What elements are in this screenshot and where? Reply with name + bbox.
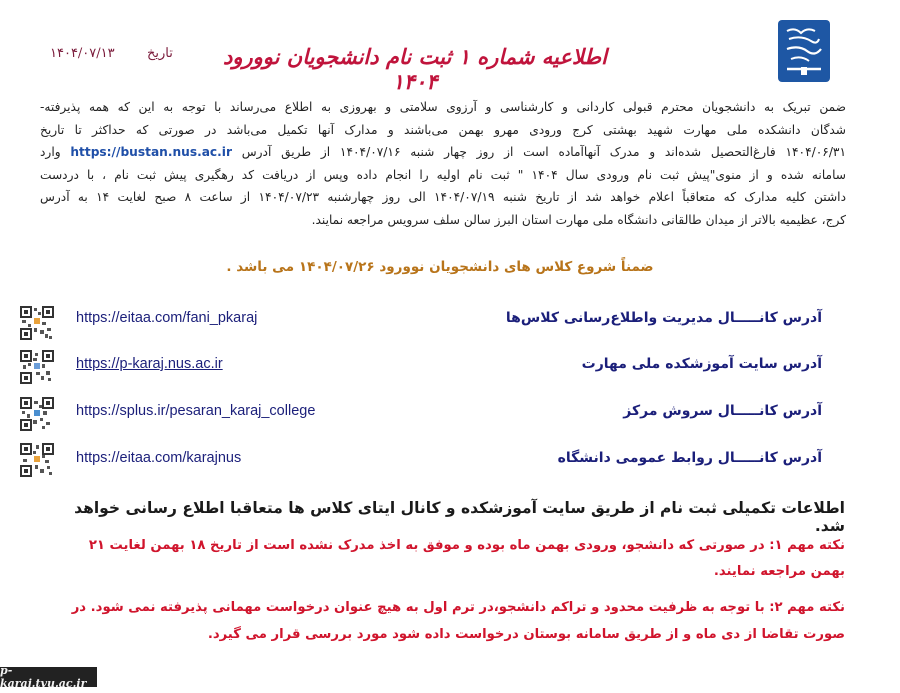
address-label: آدرس سایت آموزشکده ملی مهارت bbox=[581, 356, 822, 372]
address-label: آدرس کانـــــال سروش مرکز bbox=[623, 403, 822, 419]
body-line-text: ۱۴۰۴/۰۶/۳۱ فارغ‌التحصیل شده‌اند و مدرک آنهاآماده است از روز چهار شنبه ۱۴۰۴/۰۷/۱۶ از طریق آدرس bbox=[241, 145, 846, 159]
important-note-2: نکته مهم ۲: با توجه به ظرفیت محدود و تراکم دانشجو،در ترم اول به هیچ عنوان درخواست مهمانی پذیرفته نمی شود. در صورت تقاضا از دی ماه و از طریق سامانه بوستان درخواست داده شود مورد بررسی قرار می گیرد. bbox=[71, 600, 845, 642]
date-label: تاریخ bbox=[147, 46, 173, 61]
logo-emblem-icon bbox=[781, 23, 827, 79]
body-line: سامانه شده و از منوی"پیش ثبت نام ورودی سال ۱۴۰۴ " ثبت نام اولیه را انجام داده وپس از دریافت کد رهگیری پیش ثبت نام ، با دردست bbox=[40, 167, 846, 182]
important-note-1: نکته مهم ۱: در صورتی که دانشجو، ورودی بهمن ماه بوده و موفق به اخذ مدرک نشده است از تاریخ ۱۸ بهمن لغایت ۲۱ بهمن مراجعه نمایند. bbox=[88, 538, 845, 579]
qr-code-icon bbox=[20, 397, 54, 431]
body-line: داشتن کلیه مدارک که متعاقباً اعلام خواهد شد از تاریخ شنبه ۱۴۰۴/۰۷/۱۹ الی روز چهارشنبه ۱۴۰۴/۰۷/۲۳ از ساعت ۸ صبح لغایت ۱۴ به آدرس bbox=[40, 190, 846, 204]
classes-start-note: ضمناً شروع کلاس های دانشجویان نوورود ۱۴۰۴/۰۷/۲۶ می باشد . bbox=[226, 259, 654, 275]
qr-code-icon bbox=[20, 350, 54, 384]
qr-code-icon bbox=[20, 306, 54, 340]
address-url[interactable]: https://splus.ir/pesaran_karaj_college bbox=[76, 403, 316, 419]
address-label: آدرس کانـــــال روابط عمومی دانشگاه bbox=[557, 450, 822, 466]
address-url[interactable]: https://eitaa.com/fani_pkaraj bbox=[76, 310, 258, 326]
supplementary-info: اطلاعات تکمیلی ثبت نام از طریق سایت آموزشکده و کانال ایتای کلاس ها متعاقبا اطلاع رسانی خواهد شد. bbox=[74, 499, 845, 535]
body-line: کرج، عظیمیه بالاتر از میدان طالقانی دانشگاه ملی مهارت استان البرز سالن سلف سرویس مراجعه نمایند. bbox=[311, 212, 846, 227]
body-line-suffix: وارد bbox=[40, 145, 61, 159]
university-logo bbox=[778, 20, 830, 82]
footer-site-link[interactable]: p-karaj.tvu.ac.ir bbox=[0, 667, 97, 687]
body-line: ضمن تبریک به دانشجویان محترم قبولی کاردانی و کارشناسی و آرزوی سلامتی و بهروزی به اطلاع می‌رساند با توجه به این که همه پذیرفته- bbox=[40, 100, 846, 114]
qr-code-icon bbox=[20, 443, 54, 477]
address-label: آدرس کانـــــال مدیریت واطلاع‌رسانی کلاس‌ها bbox=[505, 310, 822, 326]
announcement-body bbox=[40, 96, 846, 231]
date-value: ۱۴۰۴/۰۷/۱۳ bbox=[50, 46, 115, 61]
body-line-with-url bbox=[40, 141, 846, 164]
address-url[interactable]: https://eitaa.com/karajnus bbox=[76, 450, 242, 466]
bustan-link[interactable]: https://bustan.nus.ac.ir bbox=[70, 145, 232, 159]
address-url[interactable]: https://p-karaj.nus.ac.ir bbox=[76, 356, 223, 372]
page-title: اطلاعیه شماره ۱ ثبت نام دانشجویان نوورود ۱۴۰۴ bbox=[223, 44, 607, 94]
body-line: شدگان دانشکده ملی مهارت شهید بهشتی کرج ورودی مهرو بهمن می‌باشند و مدارک آنها تکمیل می‌باشد در صورتی که حداکثر تا تاریخ bbox=[40, 122, 846, 137]
